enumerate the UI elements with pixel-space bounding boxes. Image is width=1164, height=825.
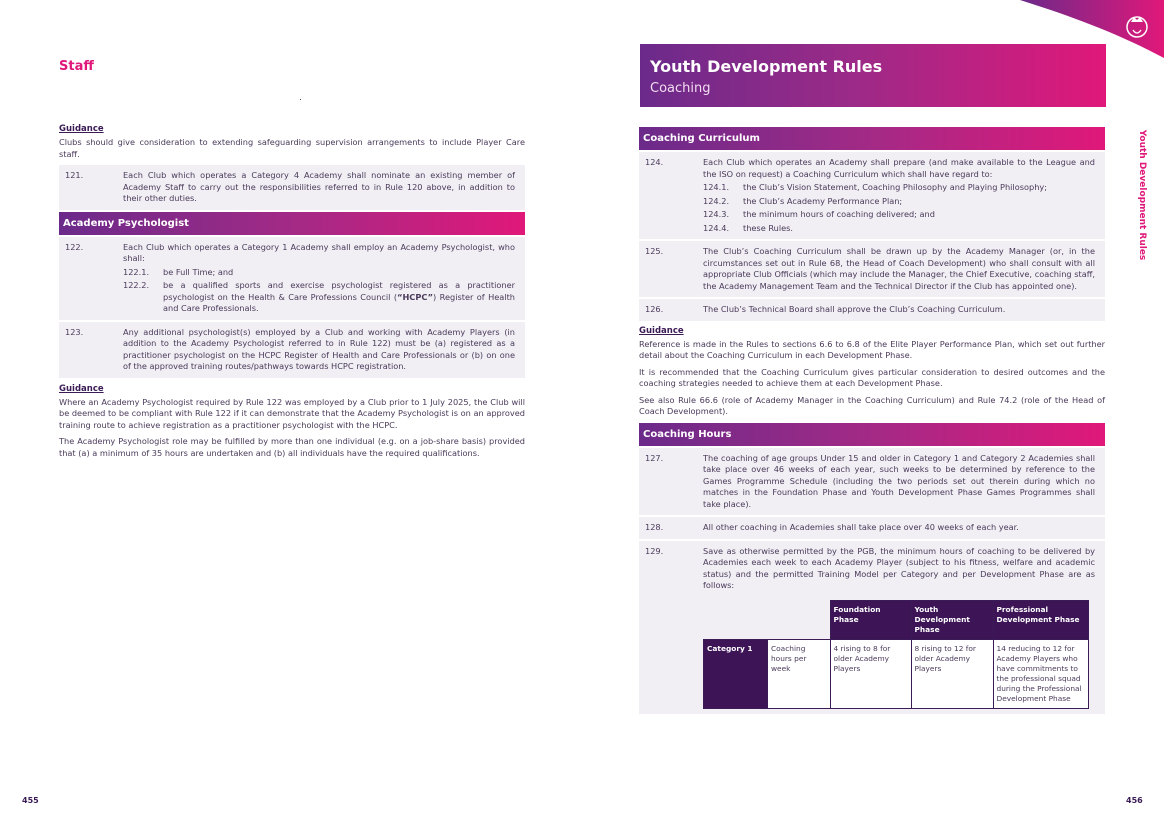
table-cell-category: Category 1	[704, 639, 768, 708]
subrule-text: be Full Time; and	[163, 266, 234, 277]
rule-125	[639, 241, 1105, 297]
subrule-124-2	[703, 196, 1095, 208]
rule-number: 122.	[65, 241, 84, 252]
guidance-heading: Guidance	[59, 124, 104, 134]
guidance-heading: Guidance	[59, 383, 104, 394]
subrule-122-1	[123, 267, 515, 279]
section-bar-academy-psychologist: Academy Psychologist	[59, 212, 525, 235]
rule-text: All other coaching in Academies shall take place over 40 weeks of each year.	[703, 522, 1019, 532]
rule-number: 127.	[645, 452, 664, 463]
guidance-text: The Academy Psychologist role may be fulfilled by more than one individual (e.g. on a job-share basis) provided that (a) a minimum of 35 hours are undertaken and (b) all individuals have the required qualifications.	[59, 436, 525, 458]
table-header-youth: Youth Development Phase	[911, 600, 993, 639]
rule-number: 121.	[65, 170, 84, 180]
subrule-text-a: be a qualified sports and exercise psychologist registered as a practitioner psychologist on the Health & Care Professions Council (	[163, 280, 515, 302]
side-title-text: Youth Development Rules	[1137, 129, 1147, 261]
guidance-text: Reference is made in the Rules to sections 6.6 to 6.8 of the Elite Player Performance Plan, which set out further detail about the Coaching Curriculum in each Development Phase.	[639, 338, 1105, 360]
table-header-professional: Professional Development Phase	[993, 600, 1088, 639]
subrule-text-b: ) Register of Health and Care Professionals.	[163, 291, 515, 313]
rule-126	[639, 299, 1105, 321]
guidance-text: It is recommended that the Coaching Curriculum gives particular consideration to desired outcomes and the coaching strategies needed to achieve them at each Development Phase.	[639, 366, 1105, 388]
rule-body	[123, 242, 515, 315]
subrule-number: 124.1.	[703, 182, 730, 192]
table-cell-foundation: 4 rising to 8 for older Academy Players	[830, 639, 911, 708]
page-number-right: 456	[1126, 796, 1143, 805]
section-bar-coaching-curriculum: Coaching Curriculum	[639, 127, 1105, 150]
rule-number: 123.	[65, 326, 84, 337]
rule-body	[703, 157, 1095, 234]
page-number-left: 455	[22, 796, 39, 805]
rule-number: 126.	[645, 304, 664, 314]
rule-text: The coaching of age groups Under 15 and older in Category 1 and Category 2 Academies shall take place over 46 weeks of each year, such weeks to be determined by reference to the Games Programme Schedule (including the two periods set out therein during which no matches in the Foundation Phase and Youth Development Phase Games Programmes shall take place).	[703, 452, 1095, 509]
subrule-text: these Rules.	[743, 222, 794, 233]
rule-text: Save as otherwise permitted by the PGB, the minimum hours of coaching to be delivered by Academies each week to each Academy Player (subject to his fitness, welfare and academic status) and the permitted Training Model per Category and per Development Phase are as follows:	[703, 545, 1095, 590]
subrule-number: 122.1.	[123, 266, 150, 277]
rule-text: Each Club which operates an Academy shall prepare (and make available to the League and the ISO on request) a Coaching Curriculum which shall have regard to:	[703, 157, 1095, 179]
table-header-foundation: Foundation Phase	[830, 600, 911, 639]
rule-text: Each Club which operates a Category 1 Academy shall employ an Academy Psychologist, who shall:	[123, 241, 515, 263]
stray-dot	[300, 99, 301, 100]
subrule-number: 122.2.	[123, 280, 150, 290]
subrule-number: 124.2.	[703, 195, 730, 206]
side-title	[1124, 128, 1154, 268]
hero-subtitle: Coaching	[650, 81, 711, 96]
rule-121	[59, 165, 525, 210]
table-cell-label: Coaching hours per week	[768, 639, 831, 708]
guidance-text: Where an Academy Psychologist required by Rule 122 was employed by a Club prior to 1 July 2025, the Club will be deemed to be compliant with Rule 122 if it can demonstrate that the Academy Psychologist is on an approved training route to achieve registration as a practitioner psychologist with the HCPC.	[59, 396, 525, 430]
section-title-staff: Staff	[59, 59, 94, 74]
subrule-124-4	[703, 223, 1095, 235]
left-content	[59, 124, 525, 464]
rule-text: Each Club which operates a Category 4 Academy shall nominate an existing member of Academy Staff to carry out the responsibilities referred to in Rule 120 above, in addition to their other duties.	[123, 170, 515, 203]
rule-number: 124.	[645, 157, 664, 167]
rule-number: 128.	[645, 522, 664, 532]
rule-number: 125.	[645, 246, 664, 256]
subrule-text: the Club’s Vision Statement, Coaching Philosophy and Playing Philosophy;	[743, 182, 1048, 192]
guidance-text: Clubs should give consideration to extending safeguarding supervision arrangements to include Player Care staff.	[59, 137, 525, 159]
table-blank-cell	[768, 600, 831, 639]
guidance-text: See also Rule 66.6 (role of Academy Manager in the Coaching Curriculum) and Rule 74.2 (role of the Head of Coach Development).	[639, 394, 1105, 416]
subrule-124-3	[703, 209, 1095, 221]
table-blank-cell	[704, 600, 768, 639]
subrule-number: 124.3.	[703, 209, 730, 219]
subrule-text: the minimum hours of coaching delivered; and	[743, 209, 935, 219]
subrule-122-2	[123, 280, 515, 315]
hero-title: Youth Development Rules	[650, 57, 883, 76]
subrule-text: the Club’s Academy Performance Plan;	[743, 195, 903, 206]
rule-body	[703, 546, 1095, 709]
rule-129	[639, 541, 1105, 714]
rule-122	[59, 237, 525, 320]
rule-text: Any additional psychologist(s) employed by a Club and working with Academy Players (in addition to the Academy Psychologist referred to in Rule 122) must be (a) registered as a practitioner psychologist on the HCPC Register of Health and Care Professionals or (b) on one of the approved training routes/pathways towards HCPC registration.	[123, 326, 515, 371]
section-bar-coaching-hours: Coaching Hours	[639, 423, 1105, 446]
subrule-124-1	[703, 182, 1095, 194]
right-content	[639, 125, 1105, 716]
subrule-text	[163, 280, 515, 315]
table-cell-youth: 8 rising to 12 for older Academy Players	[911, 639, 993, 708]
rule-128	[639, 517, 1105, 539]
table-row	[704, 639, 1089, 708]
rule-127	[639, 448, 1105, 516]
table-cell-professional: 14 reducing to 12 for Academy Players who have commitments to the professional squad during the Professional Development Phase	[993, 639, 1088, 708]
rule-text: The Club’s Technical Board shall approve the Club’s Coaching Curriculum.	[703, 304, 1006, 314]
hero-banner	[640, 44, 1106, 107]
coaching-hours-table	[703, 600, 1089, 709]
rule-number: 129.	[645, 545, 664, 556]
rule-123	[59, 322, 525, 378]
table-header-row	[704, 600, 1089, 639]
guidance-heading: Guidance	[639, 325, 684, 336]
subrule-number: 124.4.	[703, 222, 730, 233]
rule-124	[639, 152, 1105, 239]
hcpc-bold: “HCPC”	[397, 291, 434, 302]
rule-text: The Club’s Coaching Curriculum shall be drawn up by the Academy Manager (or, in the circumstances set out in Rule 68, the Head of Coach Development) who shall consult with all appropriate Club Officials (which may include the Manager, the Chief Executive, coaching staff, the Academy Management Team and the Technical Director if the Club has appointed one).	[703, 246, 1095, 291]
